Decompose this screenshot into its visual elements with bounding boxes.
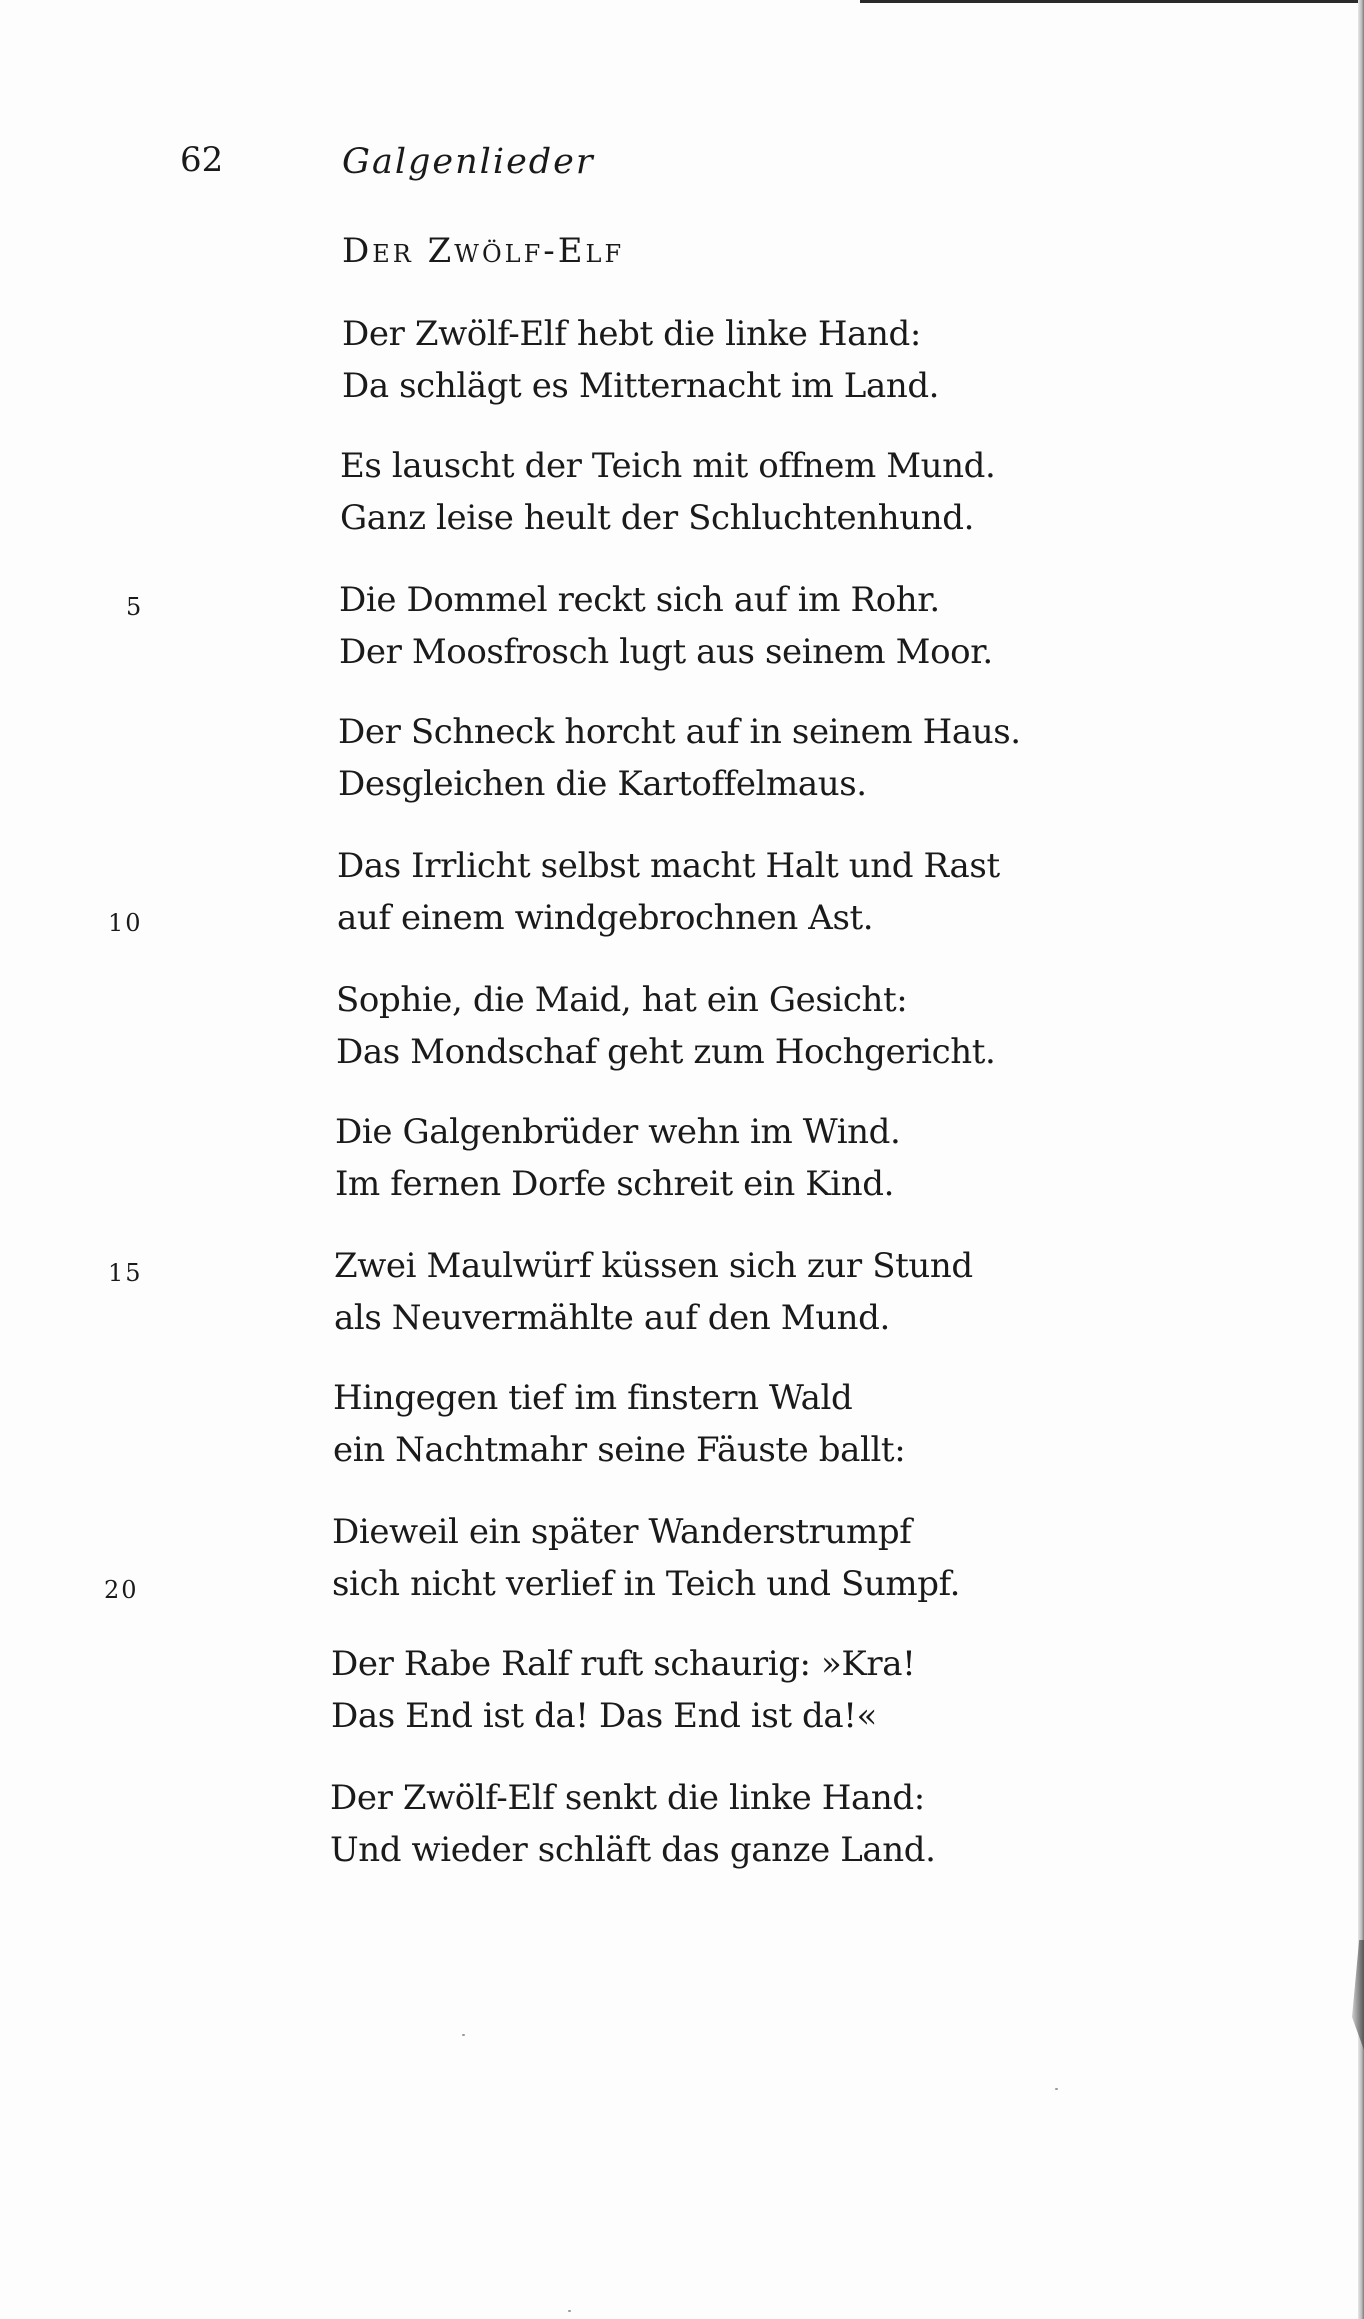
poem-line: Der Schneck horcht auf in seinem Haus. bbox=[338, 712, 1021, 752]
poem-line: Ganz leise heult der Schluchtenhund. bbox=[340, 498, 974, 538]
page-number: 62 bbox=[180, 140, 224, 180]
poem-line: Im fernen Dorfe schreit ein Kind. bbox=[335, 1164, 895, 1204]
poem-line: Dieweil ein später Wanderstrumpf bbox=[332, 1512, 912, 1552]
line-number: 10 bbox=[108, 909, 143, 937]
poem-line: sich nicht verlief in Teich und Sumpf. bbox=[332, 1564, 960, 1604]
poem-line: Sophie, die Maid, hat ein Gesicht: bbox=[336, 980, 908, 1020]
paper-speck bbox=[462, 2034, 465, 2036]
poem-line: auf einem windgebrochnen Ast. bbox=[337, 898, 874, 938]
paper-speck bbox=[1055, 2088, 1058, 2090]
line-number: 20 bbox=[104, 1576, 139, 1604]
poem-line: Der Zwölf-Elf senkt die linke Hand: bbox=[330, 1778, 925, 1818]
poem-line: Da schlägt es Mitternacht im Land. bbox=[342, 366, 940, 406]
poem-title: Der Zwölf-Elf bbox=[342, 231, 625, 271]
poem-line: Das End ist da! Das End ist da!« bbox=[331, 1696, 877, 1736]
poem-line: Und wieder schläft das ganze Land. bbox=[330, 1830, 936, 1870]
poem-line: Es lauscht der Teich mit offnem Mund. bbox=[340, 446, 996, 486]
page-top-edge-shadow bbox=[860, 0, 1364, 3]
poem-line: Der Zwölf-Elf hebt die linke Hand: bbox=[342, 314, 921, 354]
poem-line: Der Moosfrosch lugt aus seinem Moor. bbox=[339, 632, 993, 672]
poem-line: Die Dommel reckt sich auf im Rohr. bbox=[339, 580, 940, 620]
line-number: 15 bbox=[108, 1259, 143, 1287]
poem-line: Zwei Maulwürf küssen sich zur Stund bbox=[334, 1246, 973, 1286]
paper-speck bbox=[568, 2310, 571, 2312]
poem-line: Hingegen tief im finstern Wald bbox=[333, 1378, 853, 1418]
poem-line: Desgleichen die Kartoffelmaus. bbox=[338, 764, 867, 804]
running-head: Galgenlieder bbox=[342, 142, 595, 182]
poem-line: Der Rabe Ralf ruft schaurig: »Kra! bbox=[331, 1644, 916, 1684]
page-edge-notch bbox=[1352, 1940, 1364, 2050]
poem-line: Das Mondschaf geht zum Hochgericht. bbox=[336, 1032, 996, 1072]
poem-line: ein Nachtmahr seine Fäuste ballt: bbox=[333, 1430, 906, 1470]
poem-line: Die Galgenbrüder wehn im Wind. bbox=[335, 1112, 901, 1152]
poem-line: als Neuvermählte auf den Mund. bbox=[334, 1298, 890, 1338]
line-number: 5 bbox=[126, 593, 144, 621]
poem-line: Das Irrlicht selbst macht Halt und Rast bbox=[337, 846, 1000, 886]
